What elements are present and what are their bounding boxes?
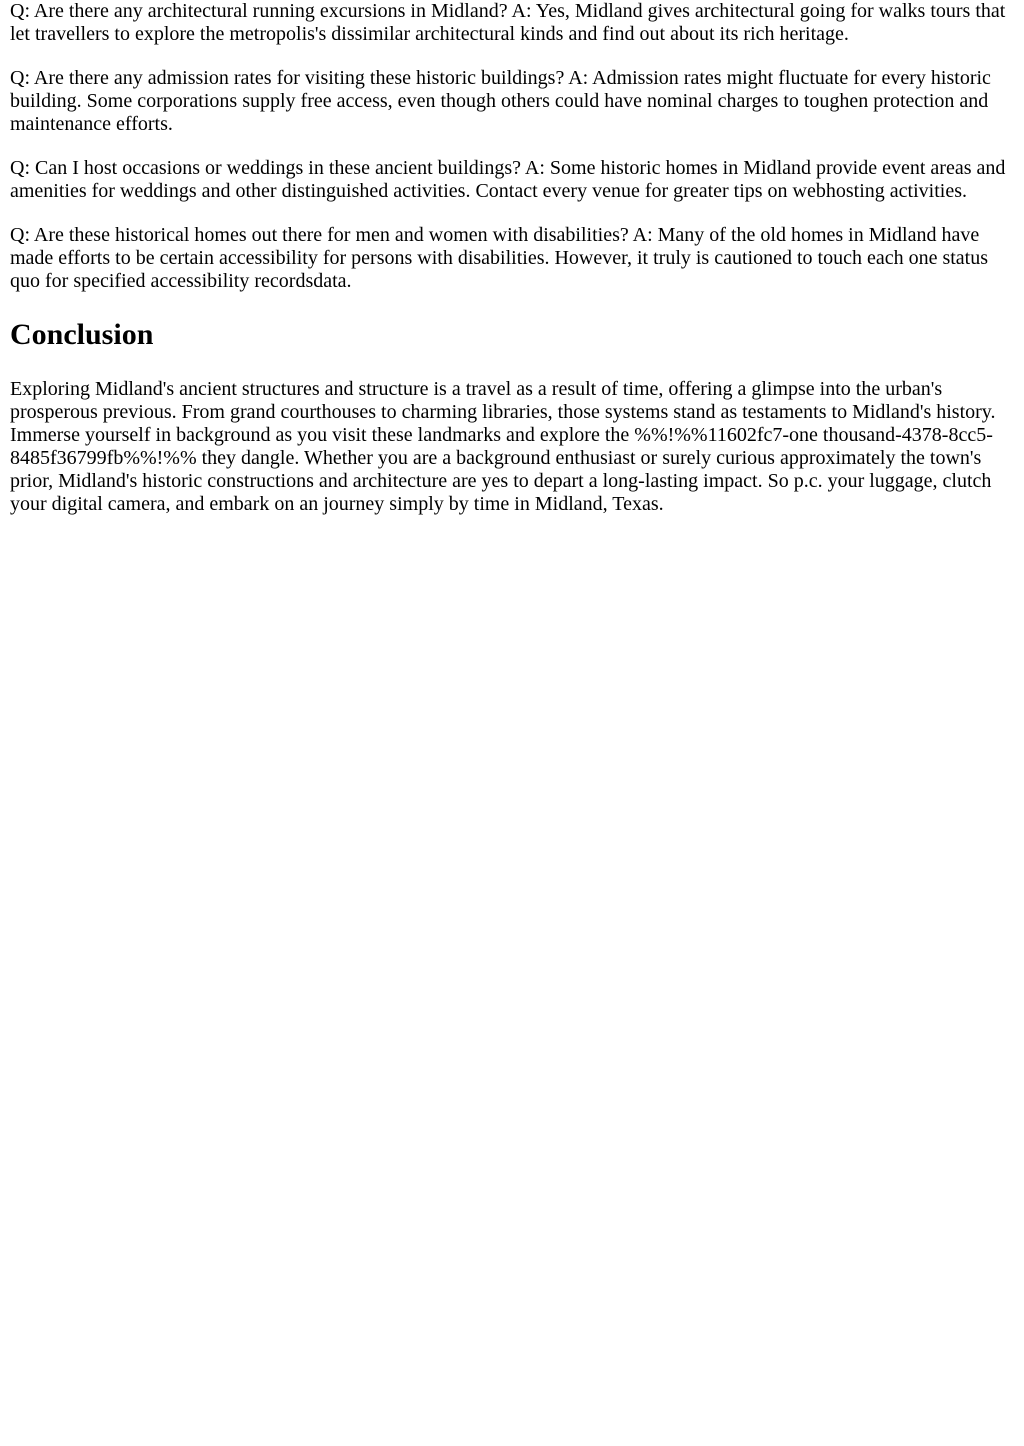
faq-item-admission-rates: Q: Are there any admission rates for visiting these historic buildings? A: Admission rates might fluctuate for every historic building. Some corporations supply free access, even though others could have nominal charges to toughen protection and maintenance efforts. [10, 67, 991, 135]
conclusion-heading: Conclusion [10, 318, 154, 351]
conclusion-section [10, 317, 1014, 516]
faq-item-accessibility: Q: Are these historical homes out there for men and women with disabilities? A: Many of the old homes in Midland have made efforts to be certain accessibility for persons with disabilities. However, it truly is cautioned to touch each one status quo for specified accessibility recordsdata. [10, 224, 989, 292]
faq-item-walking-tours: Q: Are there any architectural running excursions in Midland? A: Yes, Midland gives architectural going for walks tours that let travellers to explore the metropolis's dissimilar architectural kinds and find out about its rich heritage. [10, 0, 1006, 45]
faq-item-events-weddings: Q: Can I host occasions or weddings in these ancient buildings? A: Some historic homes in Midland provide event areas and amenities for weddings and other distinguished activities. Contact every venue for greater tips on webhosting activities. [10, 157, 1006, 202]
conclusion-paragraph: Exploring Midland's ancient structures and structure is a travel as a result of time, offering a glimpse into the urban's prosperous previous. From grand courthouses to charming libraries, those systems stand as testaments to Midland's history. Immerse yourself in background as you visit these landmarks and explore the %%!%%11602fc7-one thousand-4378-8cc5-8485f36799fb%%!%% they dangle. Whether you are a background enthusiast or surely curious approximately the town's prior, Midland's historic constructions and architecture are yes to depart a long-lasting impact. So p.c. your luggage, clutch your digital camera, and embark on an journey simply by time in Midland, Texas. [10, 378, 996, 515]
faq-section [10, 0, 1014, 293]
